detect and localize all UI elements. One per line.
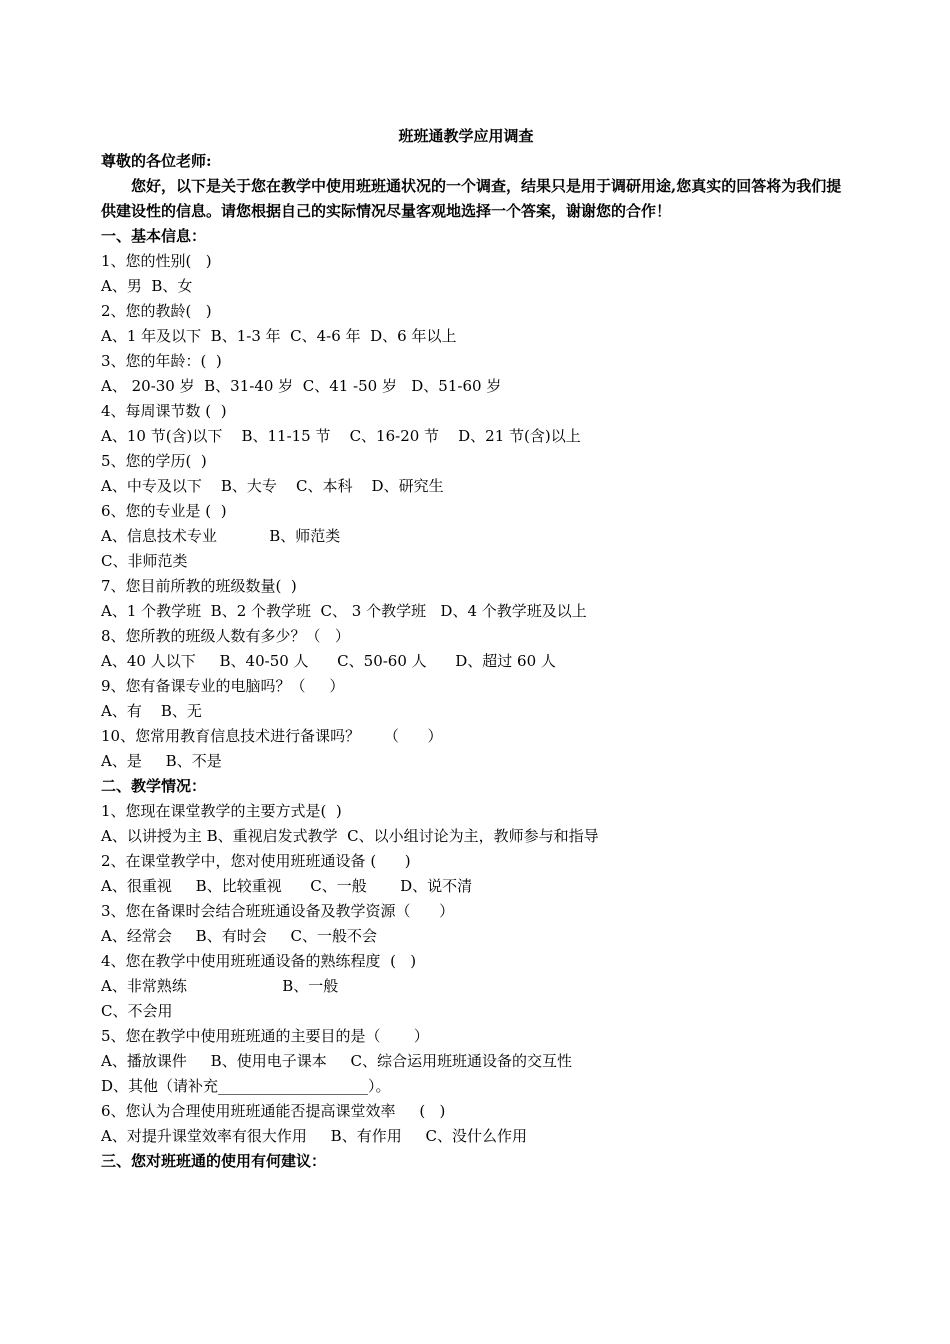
survey-line: 9、您有备课专业的电脑吗？（ ）	[101, 677, 345, 695]
survey-line: 1、您现在课堂教学的主要方式是( )	[101, 802, 342, 820]
greeting: 尊敬的各位老师:	[101, 152, 212, 170]
section-heading: 一、基本信息：	[101, 227, 207, 245]
survey-line: 6、您认为合理使用班班通能否提高课堂效率 ( )	[101, 1102, 446, 1120]
section-heading: 二、教学情况：	[101, 777, 207, 795]
survey-line: A、播放课件 B、使用电子课本 C、综合运用班班通设备的交互性	[101, 1052, 573, 1070]
survey-line: A、很重视 B、比较重视 C、一般 D、说不清	[101, 877, 473, 895]
survey-line: 3、您的年龄：( )	[101, 352, 222, 370]
survey-line: A、非常熟练 B、一般	[101, 977, 339, 995]
survey-line: A、1 个教学班 B、2 个教学班 C、 3 个教学班 D、4 个教学班及以上	[101, 602, 587, 620]
survey-line: 6、您的专业是 ( )	[101, 502, 227, 520]
survey-line: A、有 B、无	[101, 702, 202, 720]
survey-line: 3、您在备课时会结合班班通设备及教学资源（ ）	[101, 902, 455, 920]
intro-paragraph: 您好，以下是关于您在教学中使用班班通状况的一个调查，结果只是用于调研用途,您真实的回答将为我们提供建设性的信息。请您根据自己的实际情况尽量客观地选择一个答案，谢谢您的合作！	[101, 177, 842, 220]
survey-line: 1、您的性别( )	[101, 252, 212, 270]
survey-line: A、对提升课堂效率有很大作用 B、有作用 C、没什么作用	[101, 1127, 528, 1145]
survey-line: C、非师范类	[101, 552, 188, 570]
survey-line: A、经常会 B、有时会 C、一般不会	[101, 927, 378, 945]
survey-line: 4、每周课节数 ( )	[101, 402, 227, 420]
survey-line: 5、您在教学中使用班班通的主要目的是（ ）	[101, 1027, 429, 1045]
survey-line: A、是 B、不是	[101, 752, 222, 770]
survey-line: A、以讲授为主 B、重视启发式教学 C、以小组讨论为主，教师参与和指导	[101, 827, 599, 845]
survey-line: A、 20-30 岁 B、31-40 岁 C、41 -50 岁 D、51-60 岁	[101, 377, 502, 395]
survey-document	[101, 124, 861, 1174]
survey-line: A、男 B、女	[101, 277, 193, 295]
survey-line: 4、您在教学中使用班班通设备的熟练程度 ( )	[101, 952, 417, 970]
survey-line: 2、在课堂教学中，您对使用班班通设备 ( )	[101, 852, 411, 870]
survey-line: C、不会用	[101, 1002, 173, 1020]
survey-line: 10、您常用教育信息技术进行备课吗？ （ ）	[101, 727, 443, 745]
document-title: 班班通教学应用调查	[398, 127, 534, 145]
survey-line: 8、您所教的班级人数有多少？（ ）	[101, 627, 350, 645]
survey-line: A、信息技术专业 B、师范类	[101, 527, 341, 545]
survey-line: D、其他（请补充____________________）。	[101, 1077, 391, 1095]
survey-line: A、1 年及以下 B、1-3 年 C、4-6 年 D、6 年以上	[101, 327, 457, 345]
survey-line: 2、您的教龄( )	[101, 302, 212, 320]
survey-line: A、10 节(含)以下 B、11-15 节 C、16-20 节 D、21 节(含)以上	[101, 427, 581, 445]
question-list	[101, 224, 861, 1174]
survey-line: 5、您的学历( )	[101, 452, 207, 470]
survey-line: 7、您目前所教的班级数量( )	[101, 577, 297, 595]
survey-line: A、40 人以下 B、40-50 人 C、50-60 人 D、超过 60 人	[101, 652, 556, 670]
section-heading: 三、您对班班通的使用有何建议：	[101, 1152, 327, 1170]
survey-line: A、中专及以下 B、大专 C、本科 D、研究生	[101, 477, 444, 495]
